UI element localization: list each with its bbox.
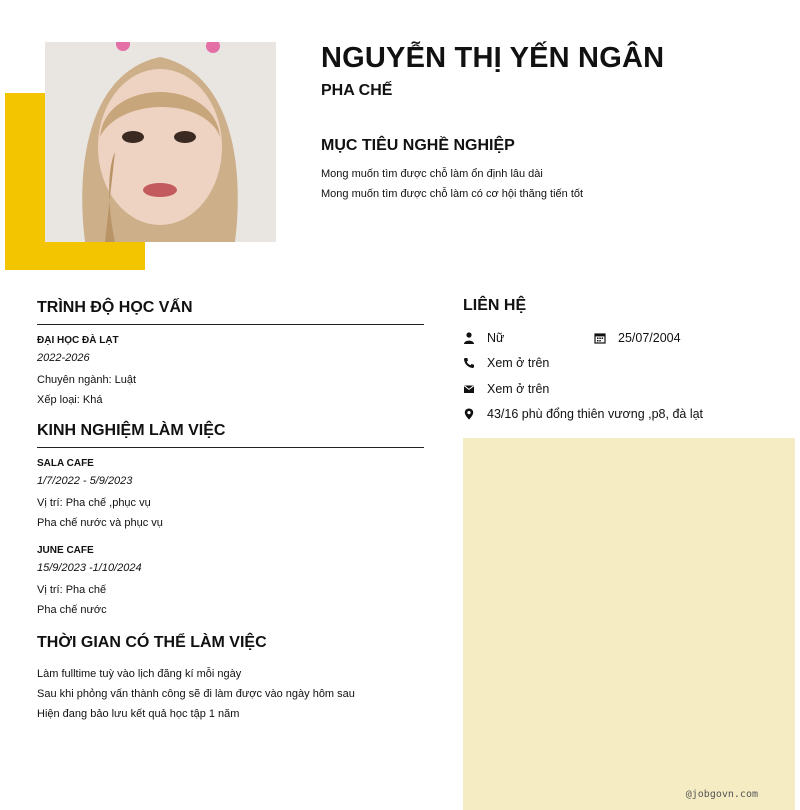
calendar-icon [594,332,606,344]
contact-row-address [463,402,793,428]
objective-heading: MỤC TIÊU NGHỀ NGHIỆP [321,137,515,154]
education-major: Chuyên ngành: Luật [37,374,137,386]
availability-line: Hiện đang bảo lưu kết quả học tập 1 năm [37,708,240,720]
contact-row-email [463,376,793,402]
objective-list [321,164,583,204]
person-icon [463,332,475,344]
contact-row-gender-birthday [463,325,793,351]
email-value: Xem ở trên [487,381,550,396]
availability-line: Làm fulltime tuỳ vào lịch đăng kí mỗi ngày [37,668,242,680]
experience-item [37,458,424,533]
experience-description: Pha chế nước và phục vụ [37,517,163,529]
mail-icon [463,383,475,395]
objective-line: Mong muốn tìm được chỗ làm ổn định lâu dài [321,168,543,180]
watermark: @jobgovn.com [685,789,758,800]
gender-value: Nữ [487,330,505,345]
experience-description: Pha chế nước [37,604,107,616]
school-name: ĐẠI HỌC ĐÀ LẠT [37,335,119,346]
education-period: 2022-2026 [37,352,90,364]
left-column [37,299,424,724]
availability-line: Sau khi phỏng vấn thành công sẽ đi làm được vào ngày hôm sau [37,688,355,700]
company-name: SALA CAFE [37,458,94,469]
objective-line: Mong muốn tìm được chỗ làm có cơ hội thăng tiến tốt [321,188,584,200]
availability-heading: THỜI GIAN CÓ THỂ LÀM VIỆC [37,634,267,651]
education-grade: Xếp loại: Khá [37,394,103,406]
experience-position: Vị trí: Pha chế [37,584,107,596]
contact-heading: LIÊN HỆ [463,297,527,314]
location-pin-icon [463,408,475,420]
experience-period: 1/7/2022 - 5/9/2023 [37,475,133,487]
phone-icon [463,357,475,369]
experience-item [37,545,424,620]
job-title: PHA CHẾ [321,82,393,99]
birthday-value: 25/07/2004 [618,330,681,345]
contact-section [463,297,793,427]
address-value: 43/16 phù đổng thiên vương ,p8, đà lạt [487,407,704,422]
education-section [37,299,424,410]
education-heading: TRÌNH ĐỘ HỌC VẤN [37,299,424,325]
contact-row-phone [463,351,793,377]
phone-value: Xem ở trên [487,356,550,371]
availability-section [37,634,424,724]
experience-period: 15/9/2023 -1/10/2024 [37,562,142,574]
company-name: JUNE CAFE [37,545,94,556]
candidate-name: NGUYỄN THỊ YẾN NGÂN [321,42,665,74]
profile-photo [45,42,276,242]
decorative-cream-panel [463,438,795,810]
experience-section [37,422,424,620]
experience-position: Vị trí: Pha chế ,phục vụ [37,497,151,509]
experience-heading: KINH NGHIỆM LÀM VIỆC [37,422,424,448]
